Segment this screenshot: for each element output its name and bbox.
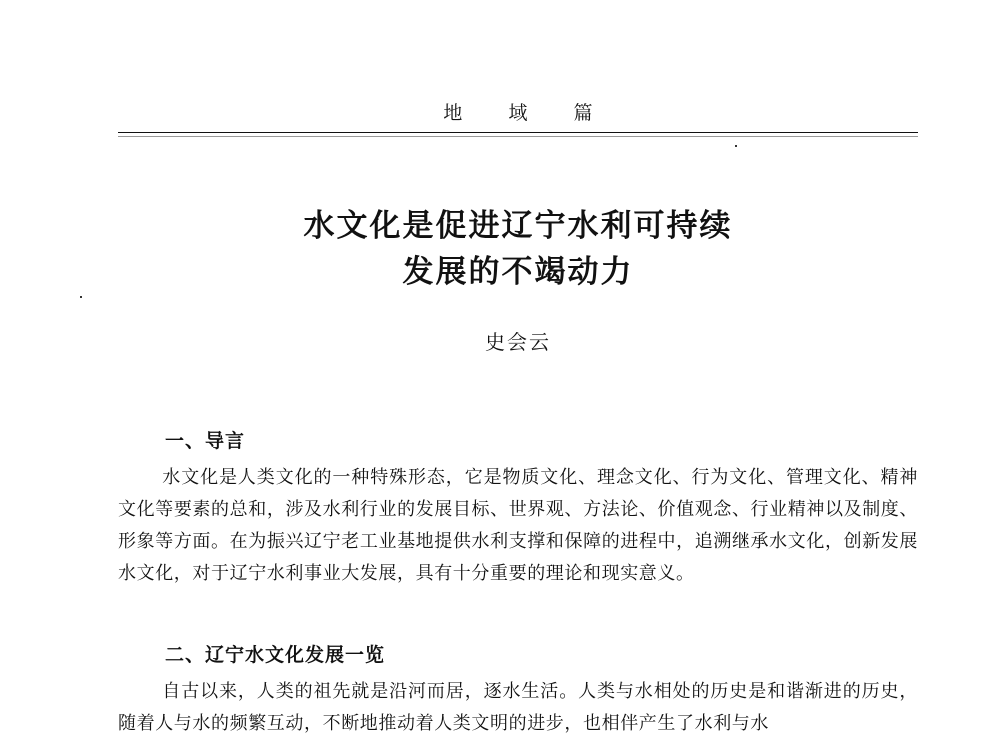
article-title-line-2: 发展的不竭动力 [402,254,634,290]
running-head-char: 篇 [573,102,593,124]
running-head [118,98,918,125]
author-name: 史会云 [485,330,551,354]
article-title-line-1: 水文化是促进辽宁水利可持续 [303,208,733,244]
section-heading-intro: 一、导言 [165,430,246,452]
scan-speck [80,296,82,298]
running-head-char: 域 [508,102,528,124]
running-head-char: 地 [443,102,463,124]
paragraph-text: 水文化是人类文化的一种特殊形态，它是物质文化、理念文化、行为文化、管理文化、精神文化等要素的总和，涉及水利行业的发展目标、世界观、方法论、价值观念、行业精神以及制度、形象等方面。在为振兴辽宁老工业基地提供水利支撑和保障的进程中，追溯继承水文化，创新发展水文化，对于辽宁水利事业大发展，具有十分重要的理论和现实意义。 [118,467,918,584]
scan-speck [735,145,737,147]
header-rule-thin [118,136,918,137]
section-heading-overview: 二、辽宁水文化发展一览 [165,644,386,666]
section-paragraph-overview [118,676,918,738]
section-paragraph-intro [118,462,918,590]
header-rule [118,132,918,133]
paragraph-text: 自古以来，人类的祖先就是沿河而居，逐水生活。人类与水相处的历史是和谐渐进的历史，随着人与水的频繁互动，不断地推动着人类文明的进步，也相伴产生了水利与水 [118,681,918,734]
